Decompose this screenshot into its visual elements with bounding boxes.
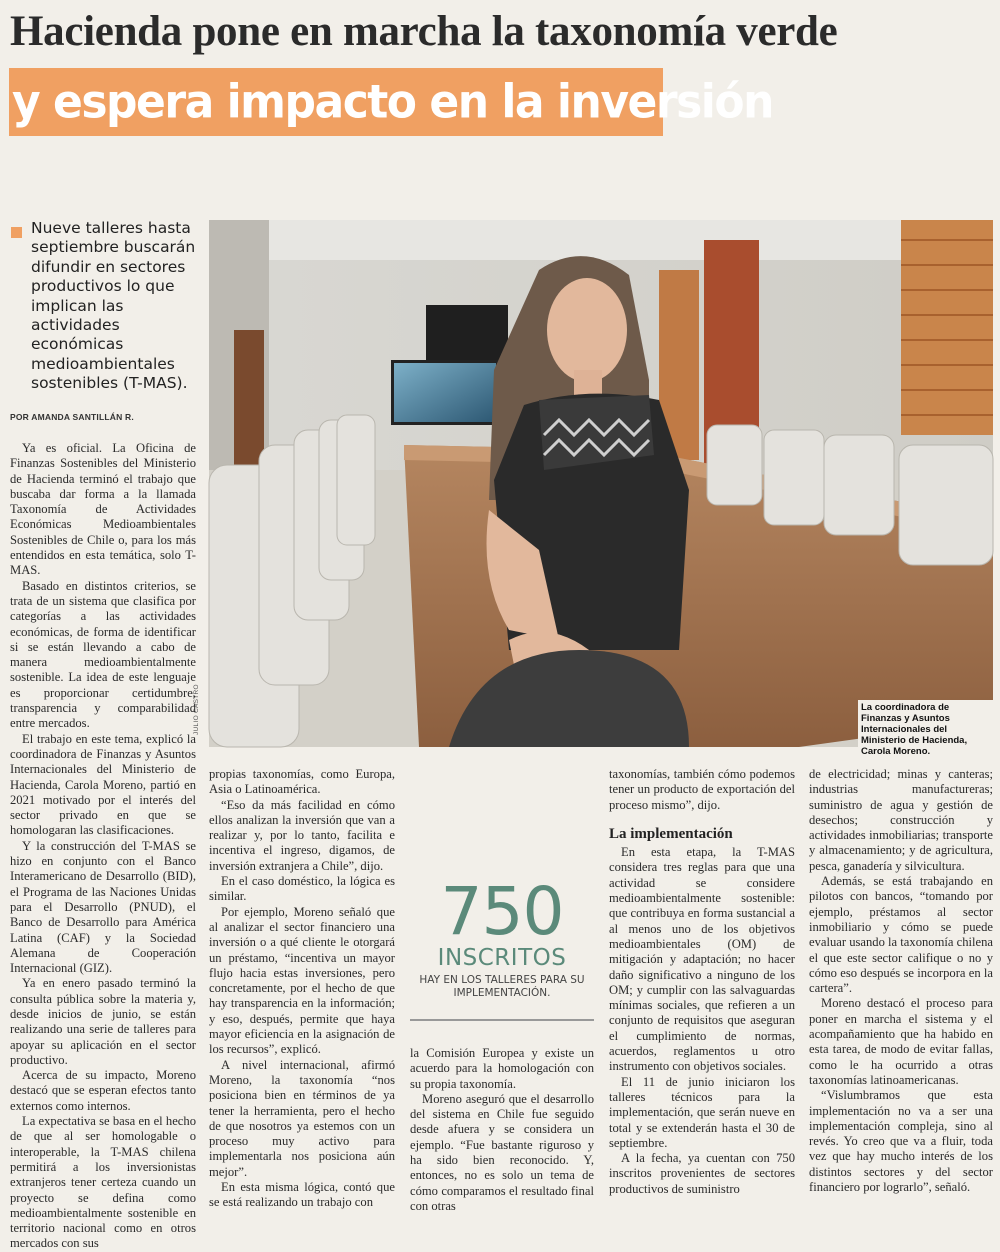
paragraph: En el caso doméstico, la lógica es similar. (209, 874, 395, 904)
lead-paragraph: Nueve talleres hasta septiembre buscarán difundir en sectores productivos lo que implican las actividades económicas medioambientales sostenibles (T-MAS). (31, 219, 196, 393)
paragraph: La expectativa se basa en el hecho de que al ser homologable o interoperable, la T-MAS chilena permitirá a los inversionistas extranjeros tener certeza cuando un proyecto se defina como medioambientalmente sostenible en territorio nacional como en otros mercados con sus (10, 1114, 196, 1251)
stat-description: HAY EN LOS TALLERES PARA SU IMPLEMENTACIÓN. (419, 974, 585, 999)
article-photo (209, 220, 993, 747)
paragraph: A nivel internacional, afirmó Moreno, la taxonomía “nos posiciona bien en términos de ya tener la herramienta, pero el hecho de que nosotros ya estemos con un proceso muy activo para implementarla nos posiciona aún mejor”. (209, 1057, 395, 1179)
paragraph: de electricidad; minas y canteras; industrias manufactureras; suministro de agua y gestión de desechos; construcción y actividades inmobiliarias; transporte y almacenamiento; y de agricultura, pesca, ganadería y silvicultura. (809, 767, 993, 873)
stat-divider (410, 1019, 594, 1021)
headline: Hacienda pone en marcha la taxonomía verde (10, 8, 838, 55)
article-column-2 (209, 767, 395, 1211)
paragraph: Moreno destacó el proceso para poner en marcha el sistema y el acompañamiento que ha habido en esta tarea, de modo de evitar fallas, como le ha ocurrido a otras taxonomías latinoamericanas. (809, 996, 993, 1087)
photo-caption: La coordinadora de Finanzas y Asuntos Internacionales del Ministerio de Hacienda, Carola Moreno. (858, 700, 994, 759)
photo-credit: JULIO CASTRO (193, 684, 200, 735)
paragraph: “Eso da más facilidad en cómo ellos analizan la inversión que van a realizar y, por lo tanto, facilita e incentiva el ingreso, digamos, de inversión extranjera a Chile”, dijo. (209, 797, 395, 873)
paragraph: la Comisión Europea y existe un acuerdo para la homologación con su propia taxonomía. (410, 1046, 594, 1091)
paragraph: taxonomías, también cómo podemos tener un producto de exportación del proceso mismo”, dijo. (609, 767, 795, 812)
paragraph: Además, se está trabajando en pilotos con bancos, “tomando por ejemplo, préstamos al sector inmobiliario y cómo se puede evaluar usando la taxonomía chilena el que este sector califique o no y cómo eso después se incorpora en la cartera”. (809, 874, 993, 996)
paragraph: “Vislumbramos que esta implementación no va a ser una implementación compleja, sino al revés. Yo creo que va a fluir, toda vez que hay mucho interés de los distintos sectores y del sector financiero por lograrlo”, señaló. (809, 1088, 993, 1195)
paragraph: Moreno aseguró que el desarrollo del sistema en Chile fue seguido desde afuera y se considera un ejemplo. “Fue bastante riguroso y ha sido bien reconocido. Y, entonces, no es solo un tema de cómo comparamos el resultado final con otras (410, 1091, 594, 1213)
paragraph: El trabajo en este tema, explicó la coordinadora de Finanzas y Asuntos Internacionales del Ministerio de Hacienda, Carola Moreno, partió en 2021 motivado por el interés del sector privado en que se homologaran las clasificaciones. (10, 731, 196, 838)
paragraph: En esta etapa, la T-MAS considera tres reglas para que una actividad se considere medioambientalmente sostenible: que contribuya en forma sustancial a al menos uno de los objetivos medioambientales (OM) de mitigación y adaptación; no hacer daño significativo a ninguno de los OM; y cumplir con las salvaguardas mínimas sociales, que refieren a un conjunto de requisitos que aseguran el cumplimiento de normas, acuerdos, reglamentos u otro instrumento con objetivos sociales. (609, 845, 795, 1074)
paragraph: A la fecha, ya cuentan con 750 inscritos provenientes de sectores productivos de suministro (609, 1151, 795, 1196)
stat-number: 750 (440, 873, 564, 950)
paragraph: propias taxonomías, como Europa, Asia o Latinoamérica. (209, 767, 395, 797)
article-column-1 (10, 441, 196, 1252)
section-subtitle: La implementación (609, 825, 733, 842)
paragraph: Y la construcción del T-MAS se hizo en conjunto con el Banco Interamericano de Desarrollo (BID), el Programa de las Naciones Unidas para el Desarrollo (PNUD), el Banco de Desarrollo para América Latina (CAF) y la Sociedad Alemana de Cooperación Internacional (GIZ). (10, 838, 196, 976)
paragraph: Basado en distintos criterios, se trata de un sistema que clasifica por categorías a las actividades económicas, de forma de identificar si se están llevando a cabo de manera medioambientalmente sostenible. La idea de este lenguaje es proporcionar certidumbre, transparencia y comparabilidad entre mercados. (10, 578, 196, 731)
paragraph: En esta misma lógica, contó que se está realizando un trabajo con (209, 1180, 395, 1210)
paragraph: Por ejemplo, Moreno señaló que al analizar el sector financiero una inversión o a qué cliente le otorgará un préstamo, “incentiva un mayor flujo hacia estas inversiones, pero concretamente, por el hecho de que hay transparencia en la información; y eso, después, permite que haya mayor eficiencia en la asignación de los recursos”, explicó. (209, 904, 395, 1057)
subheadline: y espera impacto en la inversión (12, 75, 773, 130)
byline: POR AMANDA SANTILLÁN R. (10, 412, 134, 422)
paragraph: Acerca de su impacto, Moreno destacó que se esperan efectos tanto externos como internos. (10, 1068, 196, 1113)
stat-callout (410, 873, 594, 1000)
paragraph: Ya es oficial. La Oficina de Finanzas Sostenibles del Ministerio de Hacienda terminó el trabajo que buscaba dar forma a la llamada Taxonomía de Actividades Económicas Medioambientales Sostenibles de Chile o, para los más entendidos en esta temática, solo T-MAS. (10, 441, 196, 578)
lead-bullet-icon (11, 227, 22, 238)
stat-label: INSCRITOS (437, 945, 567, 971)
paragraph: Ya en enero pasado terminó la consulta pública sobre la materia y, desde inicios de junio, se están realizando una serie de talleres para apoyar su aplicación en el sector productivo. (10, 976, 196, 1067)
paragraph: El 11 de junio iniciaron los talleres técnicos para la implementación, que serán nueve en total y se extenderán hasta el 30 de septiembre. (609, 1074, 795, 1150)
article-column-3 (410, 1046, 594, 1214)
article-column-5 (809, 767, 993, 1195)
article-column-4 (609, 767, 795, 1197)
